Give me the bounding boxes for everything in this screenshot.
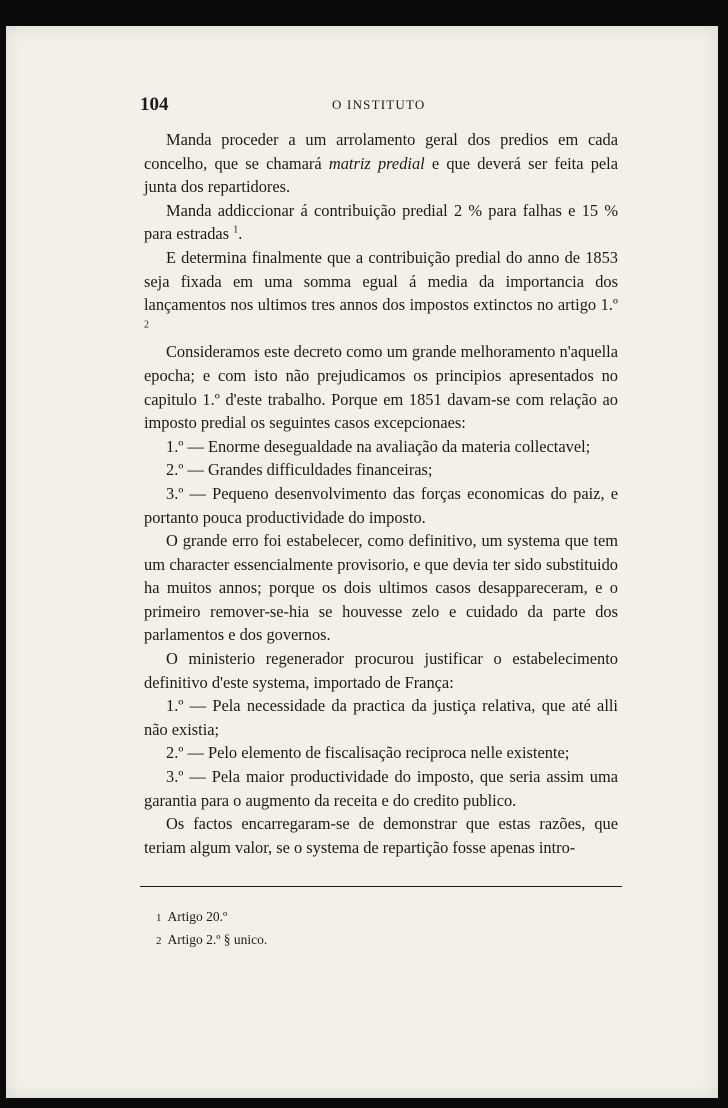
paragraph-2: Manda addiccionar á contribuição predial 2 % para falhas e 15 % para estradas $^1$. [144, 200, 618, 244]
paragraph-1: Manda proceder a um arrolamento geral dos predios em cada concelho, que se chamará matriz predial e que deverá ser feita pela junta dos repartidores. [144, 130, 619, 197]
page-number: 104 [140, 94, 169, 115]
paragraph-6: O ministerio regenerador procurou justificar o estabelecimento definitivo d'este systema, importado de França: [144, 649, 618, 692]
list-item-6: 3.º — Pela maior productividade do imposto, que seria assim uma garantia para o augmento da receita e do credito publico. [144, 767, 618, 810]
footnote-2 [156, 929, 616, 952]
footnote-text: Artigo 2.º § unico. [167, 932, 268, 947]
italic-term: matriz predial [328, 153, 425, 173]
list-item-4: 1.º — Pela necessidade da practica da justiça relativa, que até alli não existia; [144, 696, 618, 739]
footnote-divider [140, 886, 622, 887]
running-title: O INSTITUTO [332, 97, 426, 112]
list-item-1: 1.º — Enorme desegualdade na avaliação da materia collectavel; [166, 436, 591, 456]
paragraph-5: O grande erro foi estabelecer, como definitivo, um systema que tem um character essencialmente provisorio, e que devia ter sido substituido ha muitos annos; porque os dois ultimos casos desappareceram, e o primeiro remover-se-hia se houvesse zelo e cuidado da parte dos parlamentos e dos governos. [144, 531, 618, 645]
footnote-mark: 1 [156, 912, 162, 924]
footnotes [156, 906, 616, 952]
list-item-5: 2.º — Pelo elemento de fiscalisação reciproca nelle existente; [166, 743, 570, 763]
footnote-ref-1: 1 [233, 224, 239, 236]
body-text [144, 128, 618, 859]
paragraph-3: E determina finalmente que a contribuição predial do anno de 1853 seja fixada em uma somma egual á media da importancia dos lançamentos nos ultimos tres annos dos impostos extinctos no artigo 1.º $^2$ [144, 247, 618, 331]
footnote-ref-2: 2 [144, 319, 149, 331]
list-item-3: 3.º — Pequeno desenvolvimento das forças economicas do paiz, e portanto pouca productividade do imposto. [144, 483, 618, 527]
page-header [140, 94, 620, 116]
paragraph-7: Os factos encarregaram-se de demonstrar que estas razões, que teriam algum valor, se o systema de repartição fosse apenas intro- [144, 814, 618, 857]
list-item-2: 2.º — Grandes difficuldades financeiras; [166, 460, 433, 480]
footnote-text: Artigo 20.º [167, 909, 228, 924]
footnote-mark: 2 [156, 935, 162, 947]
footnote-1 [156, 906, 616, 929]
paragraph-4: Consideramos este decreto como um grande melhoramento n'aquella epocha; e com isto não prejudicamos os principios apresentados no capitulo 1.º d'este trabalho. Porque em 1851 davam-se com relação ao imposto predial os seguintes casos excepcionaes: [144, 342, 618, 433]
